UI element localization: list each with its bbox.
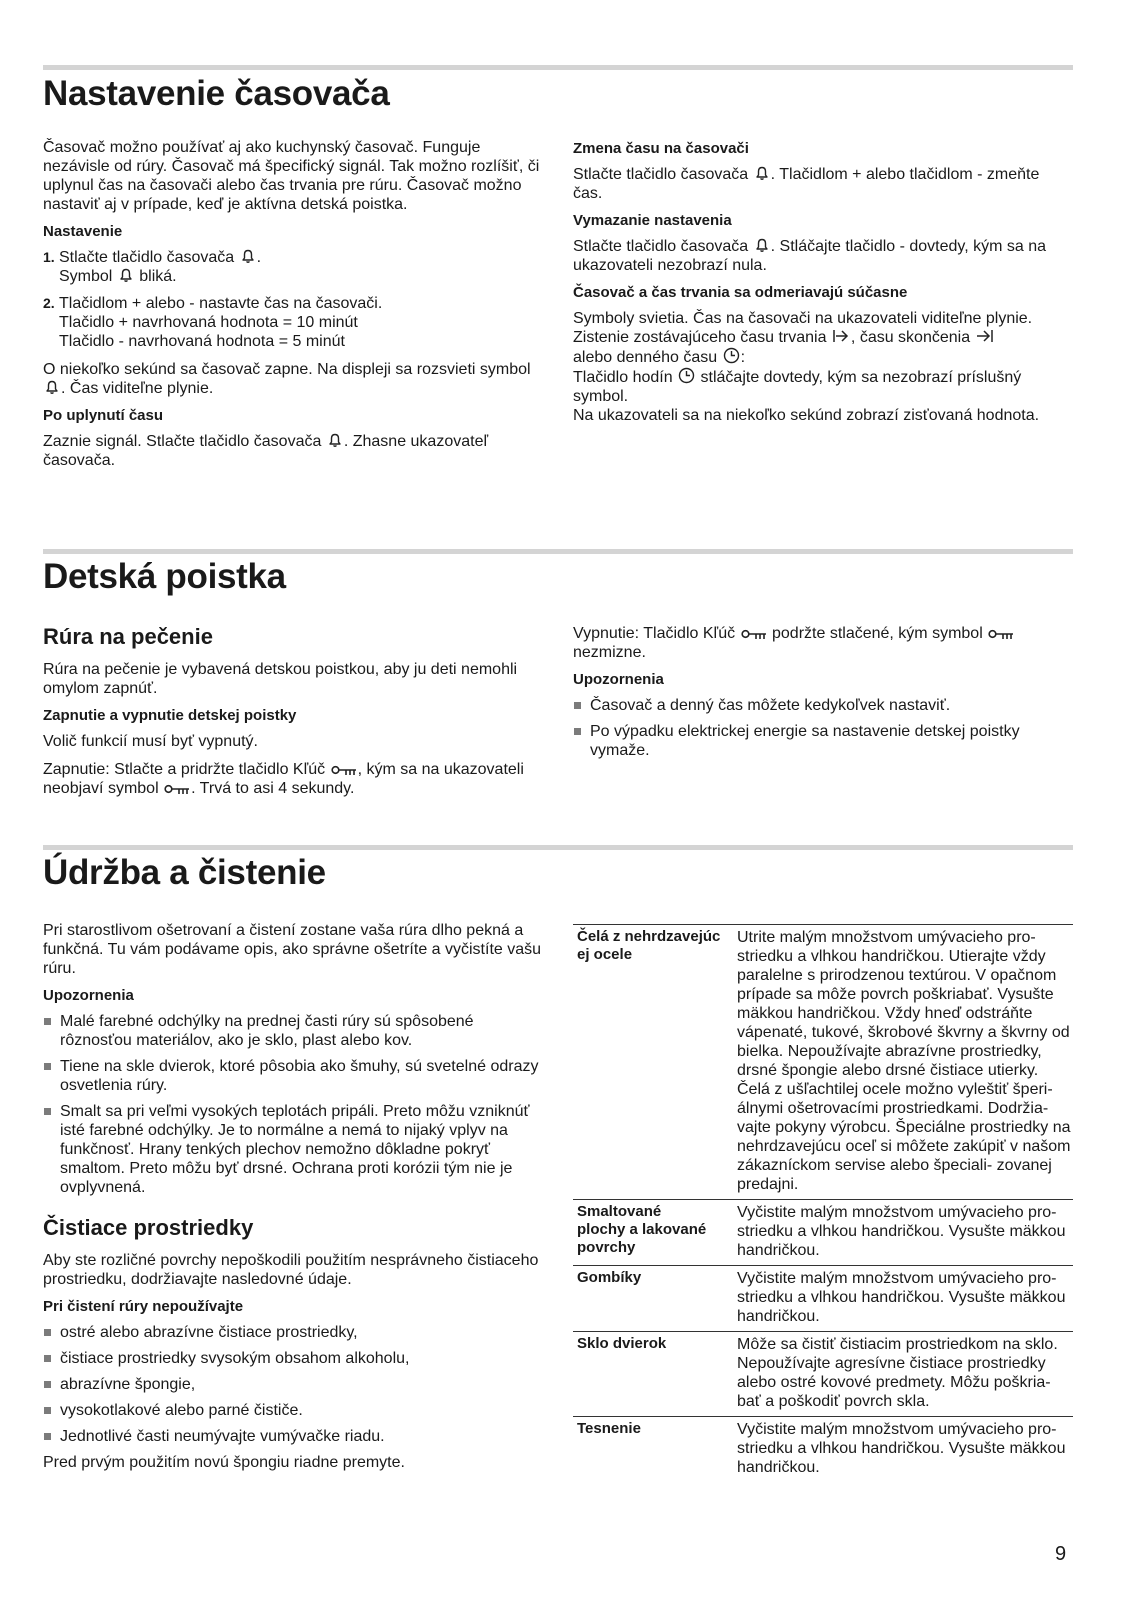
bell-icon bbox=[118, 267, 134, 283]
simultaneous-line: Symboly svietia. Čas na časovači na ukazovateli viditeľne plynie. bbox=[573, 310, 1033, 327]
setting-step-1 bbox=[43, 248, 543, 286]
bell-icon bbox=[754, 165, 770, 181]
table-cell-instructions: Utrite malým množstvom umývacieho pro- striedku a vlhkou handričkou. Utierajte vždy paralelne s prirodzenou textúrou. V opačnom prípade sa môže povrch poškriabať. Vysušte mäkkou handričkou. Vždy hneď odstráňte vápenaté, tukové, škrobové škvrny a škvrny od bielka. Nepoužívajte abrazívne prostriedky, drsné špongie alebo drsné čistiace utierky. Čelá z ušľachtilej ocele možno vyleštiť šperi- álnymi ošetrovacími prostriedkami. Dodržia- vajte pokyny výrobcu. Špeciálne prostriedky na nehrdzavejúcu oceľ si môžete zakúpiť v našom zákazníckom servise alebo špeciali- zovanej predajni. bbox=[737, 925, 1073, 1200]
table-cell-instructions: Vyčistite malým množstvom umývacieho pro- striedku a vlhkou handričkou. Vysušte mäkkou handričkou. bbox=[737, 1417, 1073, 1483]
key-icon bbox=[164, 783, 190, 795]
childlock-toggle-heading: Zapnutie a vypnutie detskej poistky bbox=[43, 707, 297, 724]
bell-icon bbox=[327, 432, 343, 448]
simultaneous-line: Na ukazovateli sa na niekoľko sekúnd zobrazí zisťovaná hodnota. bbox=[573, 407, 1040, 424]
step-text: bliká. bbox=[139, 268, 177, 285]
list-item: Tiene na skle dvierok, ktoré pôsobia ako šmuhy, sú svetelné odrazy osvetlenia rúry. bbox=[43, 1057, 543, 1095]
duration-arrow-icon bbox=[832, 328, 850, 344]
simultaneous-line: alebo denného času : bbox=[573, 349, 746, 366]
cleaning-agents-title: Čistiace prostriedky bbox=[43, 1215, 254, 1240]
timer-right-column bbox=[573, 140, 1073, 425]
key-icon bbox=[331, 764, 357, 776]
clock-icon bbox=[678, 367, 695, 384]
simultaneous-heading: Časovač a čas trvania sa odmeriavajú súčasne bbox=[573, 284, 908, 301]
table-row bbox=[573, 1332, 1073, 1417]
simultaneous-line: Zistenie zostávajúceho času trvania , času skončenia bbox=[573, 328, 1073, 347]
change-text: Stlačte tlačidlo časovača . Tlačidlom + alebo tlačidlom - zmeňte čas. bbox=[573, 166, 1040, 202]
list-item: Smalt sa pri veľmi vysokých teplotách pripáli. Preto môžu vzniknúť isté farebné odchýlky. Je to normálne a nemá to nijaký vplyv na funkčnosť. Hrany tenkých plechov nemožno dôkladne pokryť smaltom. Preto môžu byť drsné. Ochrana proti korózii tým nie je ovplyvnená. bbox=[43, 1102, 543, 1197]
bullet-square-icon bbox=[574, 728, 581, 735]
bell-icon bbox=[754, 237, 770, 253]
care-intro: Pri starostlivom ošetrovaní a čistení zostane vaša rúra dlho pekná a funkčná. Tu vám podávame opis, ako správne ošetríte a vyčistíte vašu rúru. bbox=[43, 922, 542, 977]
table-cell-surface: Smaltované plochy a lakované povrchy bbox=[573, 1200, 737, 1266]
childlock-intro: Rúra na pečenie je vybavená detskou poistkou, aby ju deti nemohli omylom zapnúť. bbox=[43, 661, 518, 697]
clock-icon bbox=[723, 347, 740, 364]
section-rule bbox=[43, 845, 1073, 850]
care-notes-heading: Upozornenia bbox=[43, 987, 134, 1004]
bullet-square-icon bbox=[44, 1407, 51, 1414]
setting-heading: Nastavenie bbox=[43, 223, 123, 240]
cleaning-table bbox=[573, 924, 1073, 1482]
setting-after-text: O niekoľko sekúnd sa časovač zapne. Na displeji sa rozsvieti symbol . Čas viditeľne plynie. bbox=[43, 361, 531, 397]
childlock-subtitle: Rúra na pečenie bbox=[43, 624, 213, 649]
step-text: Tlačidlo - navrhovaná hodnota = 5 minút bbox=[59, 333, 345, 350]
clear-text: Stlačte tlačidlo časovača . Stláčajte tlačidlo - dovtedy, kým sa na ukazovateli nezobrazí nula. bbox=[573, 238, 1047, 274]
list-item: čistiace prostriedky svysokým obsahom alkoholu, bbox=[43, 1349, 543, 1368]
step-text: . bbox=[256, 249, 262, 266]
step-text: Stlačte tlačidlo časovača bbox=[59, 249, 235, 266]
timer-section-title: Nastavenie časovača bbox=[43, 74, 390, 113]
step-text: Tlačidlo + navrhovaná hodnota = 10 minút bbox=[59, 314, 358, 331]
childlock-left-column bbox=[43, 624, 543, 807]
section-rule bbox=[43, 549, 1073, 554]
table-cell-instructions: Môže sa čistiť čistiacim prostriedkom na sklo. Nepoužívajte agresívne čistiace prostriedky alebo ostré kovové predmety. Môžu poškria- bať a poškodiť povrch skla. bbox=[737, 1332, 1073, 1417]
bell-icon bbox=[240, 248, 256, 264]
elapsed-heading: Po uplynutí času bbox=[43, 407, 164, 424]
sponge-note: Pred prvým použitím novú špongiu riadne premyte. bbox=[43, 1454, 405, 1471]
end-time-arrow-icon bbox=[976, 328, 994, 344]
step-number: 2. bbox=[43, 295, 55, 311]
table-row bbox=[573, 1266, 1073, 1332]
donot-heading: Pri čistení rúry nepoužívajte bbox=[43, 1298, 244, 1315]
table-cell-surface: Gombíky bbox=[573, 1266, 737, 1332]
table-cell-instructions: Vyčistite malým množstvom umývacieho pro- striedku a vlhkou handričkou. Vysušte mäkkou handričkou. bbox=[737, 1266, 1073, 1332]
bell-icon bbox=[44, 379, 60, 395]
timer-intro: Časovač možno používať aj ako kuchynský časovač. Funguje nezávisle od rúry. Časovač má špecifický signál. Tak možno rozlíšiť, či uplynul čas na časovači alebo čas trvania pre rúru. Časovač možno nastaviť aj v prípade, keď je aktívna detská poistka. bbox=[43, 139, 540, 213]
list-item: vysokotlakové alebo parné čističe. bbox=[43, 1401, 543, 1420]
childlock-right-column bbox=[573, 624, 1073, 767]
page-number: 9 bbox=[1055, 1543, 1067, 1565]
childlock-section-title: Detská poistka bbox=[43, 557, 286, 596]
cleaning-agents-intro: Aby ste rozličné povrchy nepoškodili použitím nesprávneho čistiaceho prostriedku, dodržiavajte nasledovné údaje. bbox=[43, 1252, 539, 1288]
timer-left-column bbox=[43, 138, 543, 479]
childlock-selector-text: Volič funkcií musí byť vypnutý. bbox=[43, 733, 258, 750]
bullet-square-icon bbox=[44, 1355, 51, 1362]
list-item: ostré alebo abrazívne čistiace prostriedky, bbox=[43, 1323, 543, 1342]
list-item: abrazívne špongie, bbox=[43, 1375, 543, 1394]
table-row bbox=[573, 1417, 1073, 1483]
elapsed-text: Zaznie signál. Stlačte tlačidlo časovača . Zhasne ukazovateľ časovača. bbox=[43, 433, 489, 469]
table-cell-surface: Sklo dvierok bbox=[573, 1332, 737, 1417]
childlock-on-text: Zapnutie: Stlačte a pridržte tlačidlo Kľúč , kým sa na ukazovateli neobjaví symbol . Trvá to asi 4 sekundy. bbox=[43, 761, 524, 797]
bullet-square-icon bbox=[44, 1108, 51, 1115]
care-left-column bbox=[43, 921, 543, 1481]
table-cell-instructions: Vyčistite malým množstvom umývacieho pro- striedku a vlhkou handričkou. Vysušte mäkkou handričkou. bbox=[737, 1200, 1073, 1266]
setting-steps bbox=[43, 248, 543, 351]
bullet-square-icon bbox=[44, 1433, 51, 1440]
key-icon bbox=[741, 628, 767, 640]
bullet-square-icon bbox=[574, 702, 581, 709]
setting-step-2 bbox=[43, 294, 543, 351]
list-item: Jednotlivé časti neumývajte vumývačke riadu. bbox=[43, 1427, 543, 1446]
step-text: Tlačidlom + alebo - nastavte čas na časovači. bbox=[59, 295, 383, 312]
table-cell-surface: Čelá z nehrdzavejúc ej ocele bbox=[573, 925, 737, 1200]
list-item: Po výpadku elektrickej energie sa nastavenie detskej poistky vymaže. bbox=[573, 722, 1073, 760]
section-rule bbox=[43, 65, 1073, 70]
bullet-square-icon bbox=[44, 1063, 51, 1070]
bullet-square-icon bbox=[44, 1018, 51, 1025]
list-item: Časovač a denný čas môžete kedykoľvek nastaviť. bbox=[573, 696, 1073, 715]
table-row bbox=[573, 1200, 1073, 1266]
list-item: Malé farebné odchýlky na prednej časti rúry sú spôsobené rôznosťou materiálov, ako je sklo, plast alebo kov. bbox=[43, 1012, 543, 1050]
step-number: 1. bbox=[43, 249, 55, 265]
change-heading: Zmena času na časovači bbox=[573, 140, 749, 157]
simultaneous-line: Tlačidlo hodín stláčajte dovtedy, kým sa nezobrazí príslušný symbol. bbox=[573, 369, 1022, 405]
bullet-square-icon bbox=[44, 1329, 51, 1336]
step-text: Symbol bbox=[59, 268, 113, 285]
table-cell-surface: Tesnenie bbox=[573, 1417, 737, 1483]
key-icon bbox=[988, 628, 1014, 640]
childlock-notes-heading: Upozornenia bbox=[573, 671, 664, 688]
childlock-off-text: Vypnutie: Tlačidlo Kľúč podržte stlačené, kým symbol nezmizne. bbox=[573, 624, 1073, 662]
simultaneous-text bbox=[573, 309, 1073, 425]
care-section-title: Údržba a čistenie bbox=[43, 853, 326, 892]
table-row bbox=[573, 925, 1073, 1200]
clear-heading: Vymazanie nastavenia bbox=[573, 212, 732, 229]
bullet-square-icon bbox=[44, 1381, 51, 1388]
